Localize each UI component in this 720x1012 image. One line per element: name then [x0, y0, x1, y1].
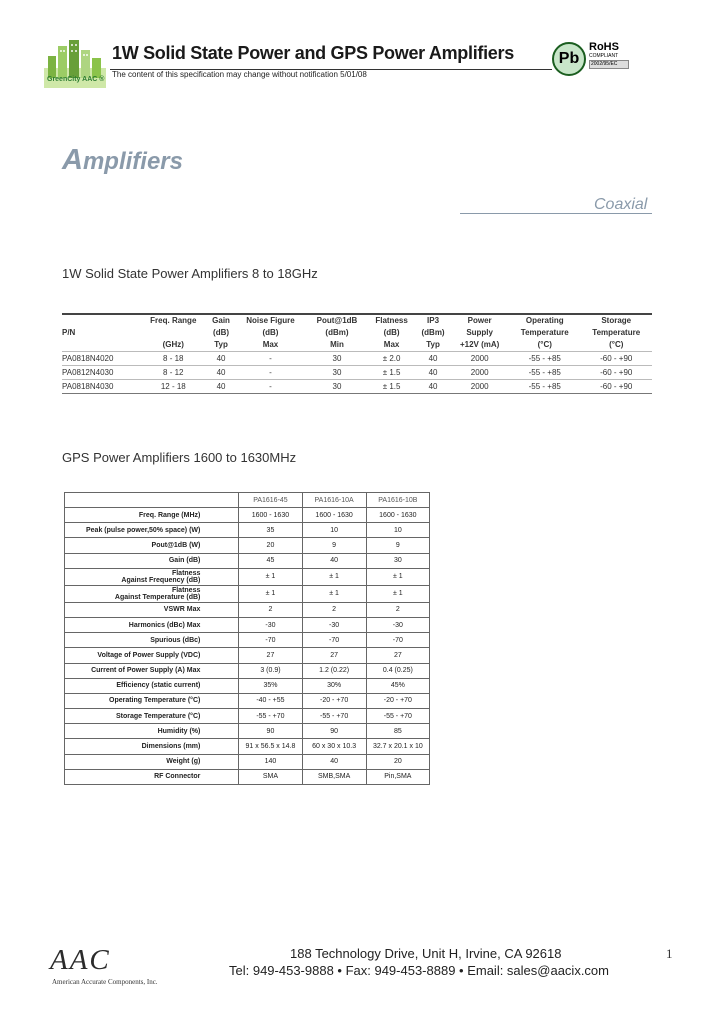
column-header: (dB): [262, 328, 279, 337]
spec-value: 1600 - 1630: [302, 508, 366, 523]
spec-value: -30: [366, 617, 429, 632]
revision-notice: The content of this specification may change without notification 5/01/08: [112, 70, 367, 79]
spec-value: -40 - +55: [239, 693, 302, 708]
column-header: (dB): [213, 328, 230, 337]
spec-value: ± 1: [239, 568, 302, 585]
spec-label: Weight (g): [65, 754, 239, 769]
table-cell: ± 1.5: [367, 366, 415, 380]
spec-value: 10: [366, 523, 429, 538]
part-number: PA0818N4020: [62, 352, 139, 366]
table-row: [65, 633, 430, 648]
spec-label: RF Connector: [65, 769, 239, 784]
column-header: (dBm): [325, 328, 349, 337]
part-number: PA0812N4030: [62, 366, 139, 380]
table-cell: 40: [416, 352, 450, 366]
table-row: [65, 617, 430, 632]
logo-text: GreenCity AAC ®: [47, 76, 105, 83]
spec-value: 85: [366, 724, 429, 739]
table-row: [62, 380, 652, 394]
table-row: [62, 366, 652, 380]
spec-value: 3 (0.9): [239, 663, 302, 678]
rohs-code: 2002/95/EC: [589, 60, 629, 69]
gps-table: [64, 492, 430, 785]
table-cell: -55 - +85: [509, 380, 580, 394]
solid-state-table: [62, 313, 652, 394]
table-row: [62, 352, 652, 366]
spec-value: 35%: [239, 678, 302, 693]
table-cell: -60 - +90: [580, 366, 652, 380]
spec-value: -20 - +70: [302, 693, 366, 708]
spec-value: ± 1: [366, 568, 429, 585]
spec-value: -70: [366, 633, 429, 648]
solid-state-heading: 1W Solid State Power Amplifiers 8 to 18GHz: [62, 266, 318, 281]
table-cell: 8 - 18: [139, 352, 208, 366]
spec-label: Dimensions (mm): [65, 739, 239, 754]
table-cell: ± 1.5: [367, 380, 415, 394]
spec-value: 32.7 x 20.1 x 10: [366, 739, 429, 754]
spec-value: 1600 - 1630: [366, 508, 429, 523]
table-row: [65, 739, 430, 754]
table-cell: 40: [208, 366, 235, 380]
table-row: [65, 754, 430, 769]
table-cell: 12 - 18: [139, 380, 208, 394]
spec-value: 20: [366, 754, 429, 769]
table-cell: -55 - +85: [509, 352, 580, 366]
column-header: [62, 339, 139, 352]
spec-value: 40: [302, 553, 366, 568]
column-header: Temperature: [592, 328, 641, 337]
spec-value: Pin,SMA: [366, 769, 429, 784]
table-row: [65, 523, 430, 538]
spec-label: Peak (pulse power,50% space) (W): [65, 523, 239, 538]
table-cell: ± 2.0: [367, 352, 415, 366]
column-header: Freq. Range: [139, 314, 208, 327]
table-cell: -: [234, 366, 306, 380]
table-cell: 8 - 12: [139, 366, 208, 380]
spec-value: 2: [239, 602, 302, 617]
spec-value: 9: [366, 538, 429, 553]
header-row: [62, 339, 652, 352]
table-cell: -: [234, 380, 306, 394]
table-cell: -60 - +90: [580, 380, 652, 394]
column-header: Temperature: [520, 328, 569, 337]
table-cell: 40: [208, 380, 235, 394]
column-header: Max: [383, 340, 400, 349]
spec-value: -55 - +70: [366, 709, 429, 724]
spec-value: -55 - +70: [239, 709, 302, 724]
spec-value: ± 1: [239, 585, 302, 602]
spec-value: 1.2 (0.22): [302, 663, 366, 678]
section-title: [62, 144, 183, 177]
column-header: (°C): [537, 340, 552, 349]
table-row: [65, 663, 430, 678]
spec-value: 91 x 56.5 x 14.8: [239, 739, 302, 754]
solid-state-table-head: [62, 314, 652, 352]
spec-label: Gain (dB): [65, 553, 239, 568]
spec-value: 1600 - 1630: [239, 508, 302, 523]
spec-label: VSWR Max: [65, 602, 239, 617]
table-row: [65, 693, 430, 708]
column-header: Flatness: [367, 314, 415, 327]
spec-value: 27: [366, 648, 429, 663]
column-header: (dBm): [421, 328, 445, 337]
spec-value: 10: [302, 523, 366, 538]
column-header: Max: [262, 340, 279, 349]
spec-value: 27: [239, 648, 302, 663]
table-cell: 40: [416, 366, 450, 380]
spec-value: -30: [239, 617, 302, 632]
spec-label: Humidity (%): [65, 724, 239, 739]
spec-value: SMA: [239, 769, 302, 784]
column-header: Typ: [426, 340, 440, 349]
spec-value: ± 1: [366, 585, 429, 602]
page-number: 1: [666, 946, 673, 961]
contact-info: Tel: 949-453-9888 • Fax: 949-453-8889 • Email: sales@aacix.com: [229, 963, 609, 978]
spec-value: 35: [239, 523, 302, 538]
column-header: Supply: [466, 328, 493, 337]
table-row: [65, 508, 430, 523]
spec-value: -55 - +70: [302, 709, 366, 724]
column-header: Storage: [580, 314, 652, 327]
table-row: [65, 678, 430, 693]
column-header: (GHz): [162, 340, 184, 349]
table-cell: -: [234, 352, 306, 366]
column-header: +12V (mA): [459, 340, 500, 349]
solid-state-table-body: [62, 352, 652, 394]
spec-label: Freq. Range (MHz): [65, 508, 239, 523]
section-title-rest: mplifiers: [82, 148, 183, 175]
spec-label: Harmonics (dBc) Max: [65, 617, 239, 632]
spec-label: Flatness Against Temperature (dB): [65, 585, 239, 602]
category-rule: [460, 213, 652, 214]
table-row: [65, 602, 430, 617]
spec-value: 0.4 (0.25): [366, 663, 429, 678]
column-header: Operating: [509, 314, 580, 327]
table-cell: 2000: [450, 366, 509, 380]
spec-value: ± 1: [302, 568, 366, 585]
gps-heading: GPS Power Amplifiers 1600 to 1630MHz: [62, 450, 297, 465]
header-row: [62, 314, 652, 327]
spec-value: ± 1: [302, 585, 366, 602]
header-row: [62, 327, 652, 339]
rohs-badge: [589, 41, 629, 77]
spec-label: Current of Power Supply (A) Max: [65, 663, 239, 678]
spec-value: SMB,SMA: [302, 769, 366, 784]
table-cell: 2000: [450, 380, 509, 394]
spec-value: 45: [239, 553, 302, 568]
column-header: P/N: [62, 328, 76, 337]
company-name: American Accurate Components, Inc.: [52, 978, 158, 986]
spec-label: Operating Temperature (°C): [65, 693, 239, 708]
spec-label: Spurious (dBc): [65, 633, 239, 648]
table-cell: 30: [307, 380, 368, 394]
table-cell: 30: [307, 366, 368, 380]
part-number: PA0818N4030: [62, 380, 139, 394]
model-name: PA1616-10A: [302, 493, 366, 508]
gps-table-body: [65, 493, 430, 785]
spec-value: 30: [366, 553, 429, 568]
spec-value: -70: [239, 633, 302, 648]
table-row: [65, 568, 430, 585]
column-header: (dB): [383, 328, 400, 337]
table-cell: 2000: [450, 352, 509, 366]
spec-value: 20: [239, 538, 302, 553]
spec-label: Storage Temperature (°C): [65, 709, 239, 724]
lead-free-badge: Pb: [552, 42, 586, 76]
column-header: Noise Figure: [234, 314, 306, 327]
spec-value: 2: [302, 602, 366, 617]
section-title-initial: A: [62, 144, 83, 176]
table-row: [65, 553, 430, 568]
table-cell: 30: [307, 352, 368, 366]
column-header: IP3: [416, 314, 450, 327]
spec-value: 40: [302, 754, 366, 769]
table-cell: 40: [416, 380, 450, 394]
table-row: [65, 709, 430, 724]
category-label: Coaxial: [594, 196, 648, 213]
spec-value: 140: [239, 754, 302, 769]
model-name: PA1616-10B: [366, 493, 429, 508]
rohs-title: RoHS: [589, 41, 619, 53]
table-row: [65, 538, 430, 553]
spec-value: 45%: [366, 678, 429, 693]
spec-value: 60 x 30 x 10.3: [302, 739, 366, 754]
spec-label: Pout@1dB (W): [65, 538, 239, 553]
spec-value: 90: [302, 724, 366, 739]
spec-value: 30%: [302, 678, 366, 693]
column-header: Gain: [208, 314, 235, 327]
spec-value: -70: [302, 633, 366, 648]
company-address: 188 Technology Drive, Unit H, Irvine, CA 92618: [290, 946, 562, 961]
spec-value: 27: [302, 648, 366, 663]
spec-value: 2: [366, 602, 429, 617]
model-name: PA1616-45: [239, 493, 302, 508]
column-header: (°C): [609, 340, 624, 349]
table-row: [65, 648, 430, 663]
column-header: Power: [450, 314, 509, 327]
corner-cell: [65, 493, 239, 508]
table-row: [65, 769, 430, 784]
column-header: Typ: [214, 340, 228, 349]
spec-value: -20 - +70: [366, 693, 429, 708]
column-header: Pout@1dB: [307, 314, 368, 327]
column-header: [139, 327, 208, 339]
table-cell: -60 - +90: [580, 352, 652, 366]
model-header-row: [65, 493, 430, 508]
spec-value: 9: [302, 538, 366, 553]
table-cell: 40: [208, 352, 235, 366]
column-header: Min: [330, 340, 344, 349]
column-header: [62, 314, 139, 327]
document-title: 1W Solid State Power and GPS Power Amplifiers: [112, 43, 514, 63]
aac-logo: AAC: [50, 944, 111, 976]
table-row: [65, 585, 430, 602]
spec-value: 90: [239, 724, 302, 739]
table-row: [65, 724, 430, 739]
spec-label: Voltage of Power Supply (VDC): [65, 648, 239, 663]
rohs-subtitle: COMPLIANT: [589, 53, 619, 59]
spec-label: Efficiency (static current): [65, 678, 239, 693]
spec-value: -30: [302, 617, 366, 632]
spec-label: Flatness Against Frequency (dB): [65, 568, 239, 585]
table-cell: -55 - +85: [509, 366, 580, 380]
